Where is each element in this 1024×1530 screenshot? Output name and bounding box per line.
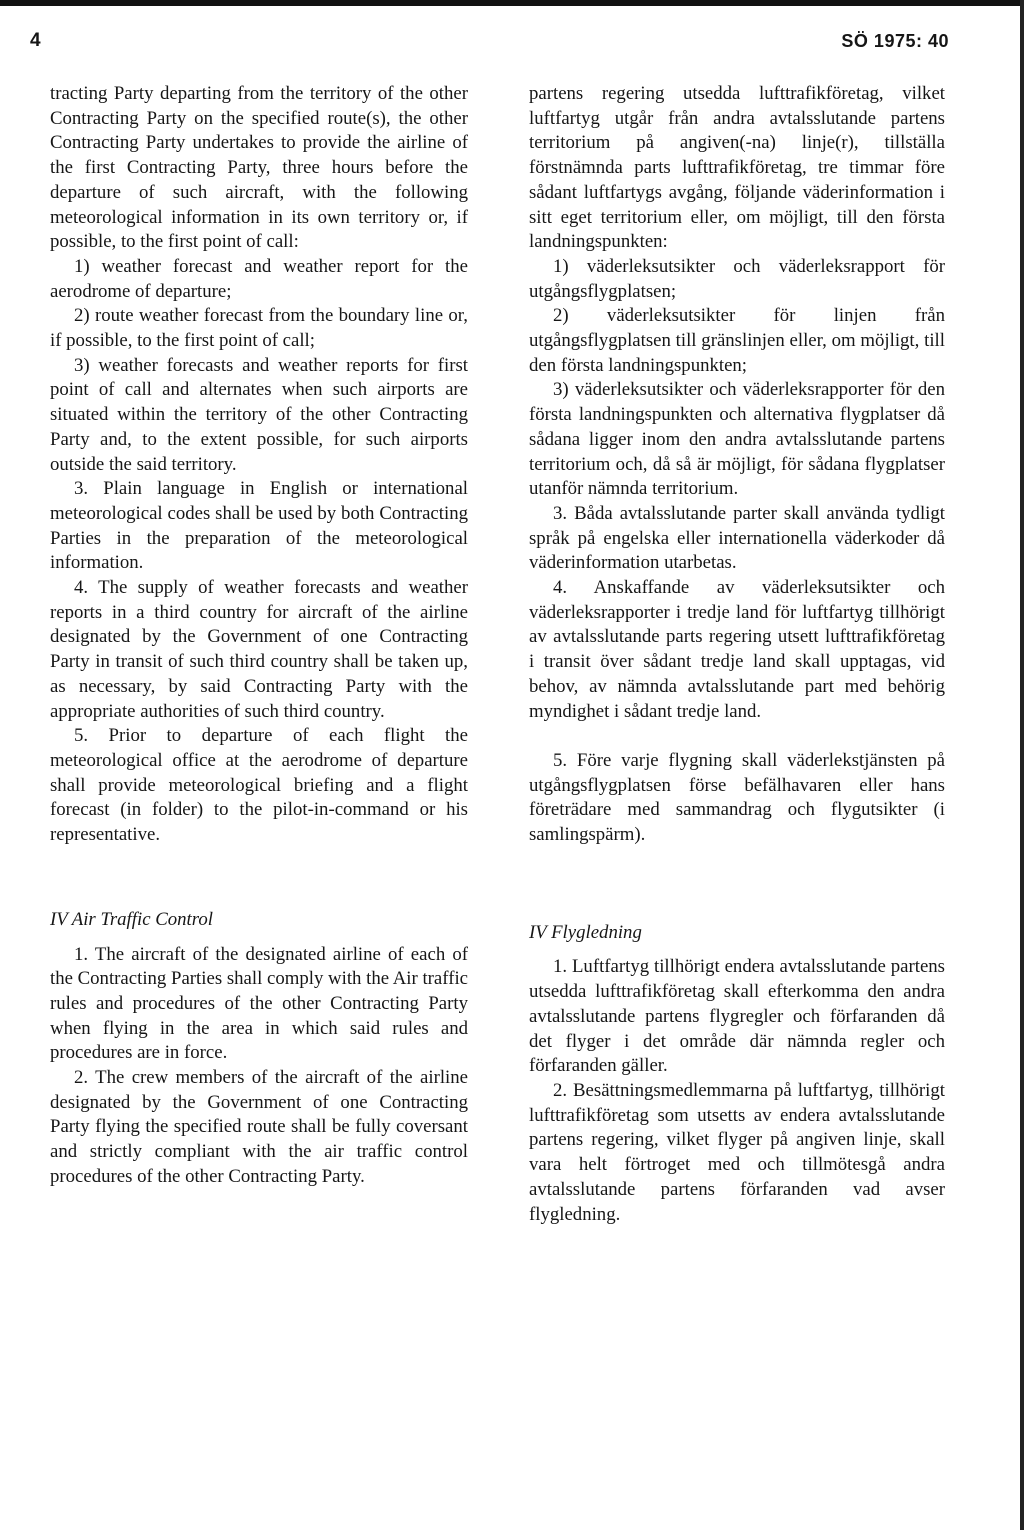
continued-paragraph: tracting Party departing from the territory of the other Contracting Party on the specified route(s), the other Contracting Party undertakes to provide the airline of the first Contracting Party, three hours before the departure of such aircraft, with the following meteorological information in its own territory or, if possible, to the first point of call: [50, 83, 468, 253]
swedish-column [529, 82, 945, 1227]
list-item: 2) route weather forecast from the boundary line or, if possible, to the first point of call; [50, 305, 468, 352]
paragraph-3: 3. Plain language in English or international meteorological codes shall be used by both Contracting Parties in the preparation of the meteorological information. [50, 478, 468, 574]
paragraph-4: 4. Anskaffande av väderleksutsikter och väderleksrapporter i tredje land för luftfartyg tillhörigt av avtalsslutande parts regering utsett lufttrafikföretag i transit över sådant tredje land skall upptagas, vid behov, av nämnda avtalsslutande part med behörig myndighet i sådant tredje land. [529, 577, 945, 722]
section-heading: IV Flygledning [529, 921, 642, 943]
continued-paragraph: partens regering utsedda lufttrafikföretag, vilket luftfartyg utgår från andra avtalsslutande partens territorium på angiven(-na) linje(r), tillställa förstnämnda parts lufttrafikföretag, tre timmar före sådant luftfartygs avgång, följande väderinformation i sitt eget territorium eller, om möjligt, till den första landningspunkten: [529, 83, 945, 253]
list-item: 3) väderleksutsikter och väderleksrapporter för den första landningspunkten och alternativa flygplatser då sådana ligger inom den andra avtalsslutande partens territorium och, då så är möjligt, för sådana flygplatser utanför nämnda territorium. [529, 379, 945, 500]
section-paragraph-1: 1. The aircraft of the designated airline of each of the Contracting Parties shall comply with the Air traffic rules and procedures of the other Contracting Party when flying in the area in which said rules and procedures are in force. [50, 943, 468, 1064]
list-item: 2) väderleksutsikter för linjen från utgångsflygplatsen till gränslinjen eller, om möjligt, till den första landningspunkten; [529, 305, 945, 376]
paragraph-4: 4. The supply of weather forecasts and weather reports in a third country for aircraft of the airline designated by the Government of one Contracting Party in transit of such third country shall be taken up, as necessary, by said Contracting Party with the appropriate authorities of such third country. [50, 577, 468, 722]
section-heading: IV Air Traffic Control [50, 908, 213, 930]
spacer [529, 724, 945, 749]
top-border-rule [0, 0, 1024, 6]
right-border-rule [1020, 0, 1024, 1530]
list-item: 3) weather forecasts and weather reports for first point of call and alternates when such airports are situated within the territory of the other Contracting Party and, to the extent possible, for such airports outside the said territory. [50, 354, 468, 475]
paragraph-3: 3. Båda avtalsslutande parter skall använda tydligt språk på engelska eller internationella väderkoder då väderinformation utarbetas. [529, 502, 945, 574]
english-column [50, 82, 468, 1190]
section-paragraph-2: 2. Besättningsmedlemmarna på luftfartyg, tillhörigt lufttrafikföretag som utsetts av endera avtalsslutande partens regering, vilket flyger på angiven linje, skall vara helt förtroget med och tillmötesgå andra avtalsslutande partens förfaranden vad avser flygledning. [529, 1080, 945, 1225]
page-number: 4 [30, 30, 41, 51]
paragraph-5: 5. Prior to departure of each flight the meteorological office at the aerodrome of departure shall provide meteorological briefing and a flight forecast (in folder) to the pilot-in-command or his representative. [50, 725, 468, 846]
paragraph-5: 5. Före varje flygning skall väderlekstjänsten på utgångsflygplatsen förse befälhavaren eller hans företrädare med sammandrag och flygutsikter (i samlingspärm). [529, 749, 945, 846]
section-paragraph-1: 1. Luftfartyg tillhörigt endera avtalsslutande partens utsedda lufttrafikföretag skall efterkomma den andra avtalsslutande partens flygregler och förfaranden då det flyger i det område där nämnda regler och förfaranden gäller. [529, 956, 945, 1077]
document-reference: SÖ 1975: 40 [841, 31, 949, 51]
list-item: 1) väderleksutsikter och väderleksrapport för utgångsflygplatsen; [529, 255, 945, 302]
section-paragraph-2: 2. The crew members of the aircraft of the airline designated by the Government of one Contracting Party flying the specified route shall be fully coversant and strictly compliant with the air traffic control procedures of the other Contracting Party. [50, 1067, 468, 1187]
list-item: 1) weather forecast and weather report for the aerodrome of departure; [50, 255, 468, 302]
